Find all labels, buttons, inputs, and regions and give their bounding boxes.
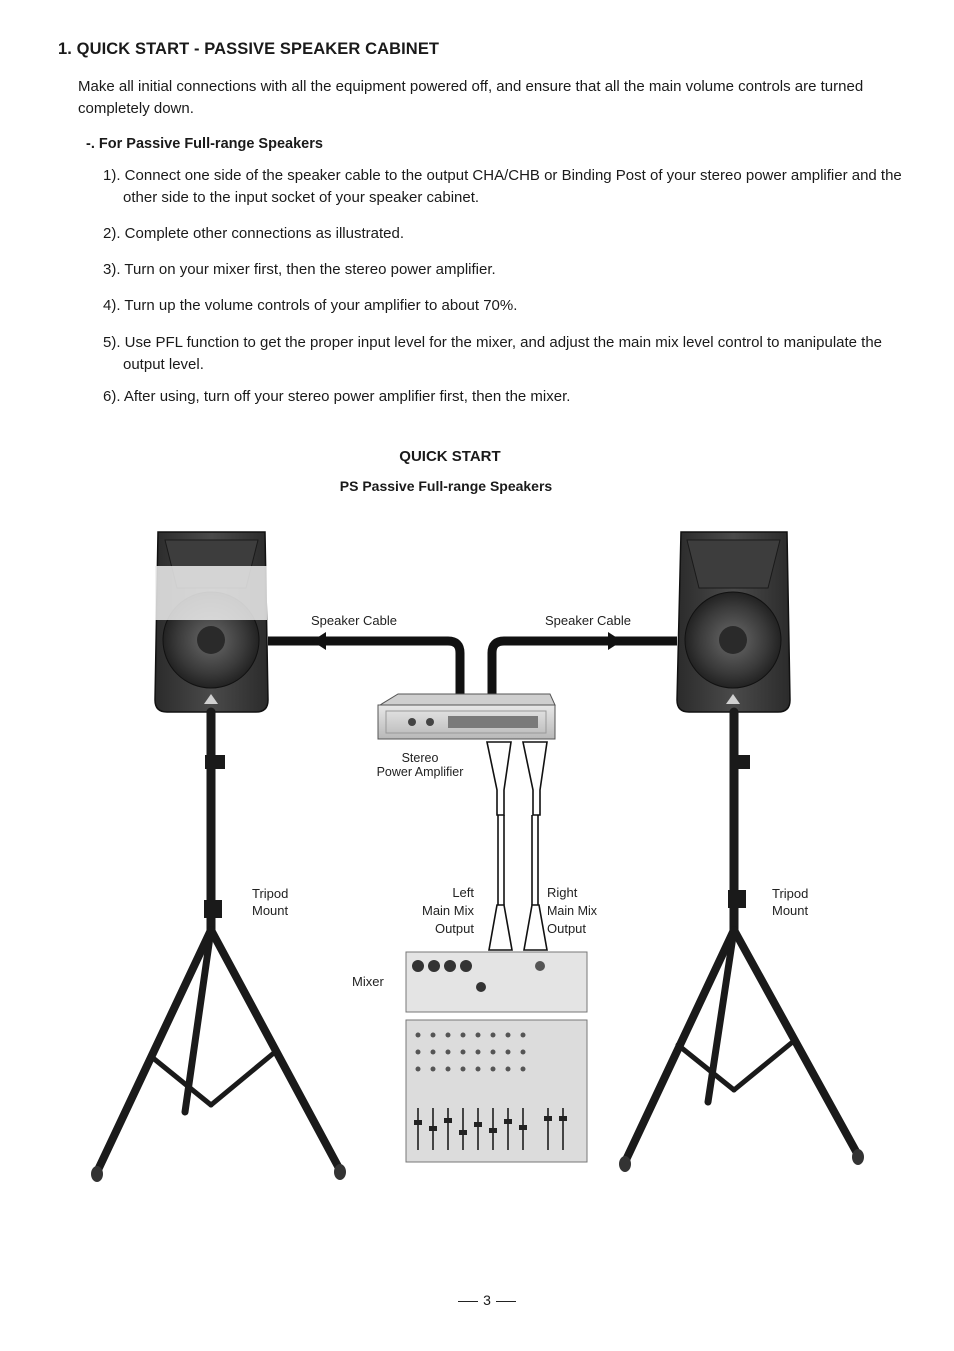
step-6: 6). After using, turn off your stereo power amplifier first, then the mixer.: [103, 388, 571, 405]
speaker-cables: [268, 641, 677, 695]
mixer: [406, 952, 587, 1162]
stereo-power-amplifier: [378, 694, 555, 739]
diagram-subtitle: PS Passive Full-range Speakers: [339, 478, 553, 494]
intro-paragraph: Make all initial connections with all the equipment powered off, and ensure that all the main volume controls are turned completely down.: [78, 78, 864, 117]
main-mix-output-cables: [487, 742, 547, 950]
step-4: 4). Turn up the volume controls of your amplifier to about 70%.: [103, 297, 518, 314]
left-speaker-cabinet: [155, 532, 268, 712]
right-speaker-cabinet: [677, 532, 790, 712]
cable-arrow-right: [608, 632, 622, 650]
speaker-cable-label-left: Speaker Cable: [311, 613, 397, 628]
left-tripod-label: Tripod Mount: [252, 886, 289, 918]
right-main-mix-output-label: Right Main Mix Output: [547, 885, 598, 936]
mixer-label: Mixer: [352, 974, 384, 989]
step-5: 5). Use PFL function to get the proper input level for the mixer, and adjust the main mix level control to manipulate the output level.: [103, 334, 883, 373]
amplifier-label: Stereo Power Amplifier: [376, 751, 464, 779]
right-tripod-stand: [619, 712, 864, 1172]
subheading-passive-speakers: -. For Passive Full-range Speakers: [86, 136, 323, 152]
speaker-cable-label-right: Speaker Cable: [545, 613, 631, 628]
step-1: 1). Connect one side of the speaker cable to the output CHA/CHB or Binding Post of your stereo power amplifier and the other side to the input socket of your speaker cabinet.: [103, 167, 902, 206]
step-3: 3). Turn on your mixer first, then the stereo power amplifier.: [103, 261, 496, 278]
cable-arrow-left: [312, 632, 326, 650]
diagram-title: QUICK START: [399, 448, 501, 465]
left-tripod-stand: [91, 712, 346, 1182]
step-2: 2). Complete other connections as illustrated.: [103, 225, 404, 242]
right-tripod-label: Tripod Mount: [772, 886, 809, 918]
left-main-mix-output-label: Left Main Mix Output: [421, 885, 474, 936]
section-heading: 1. QUICK START - PASSIVE SPEAKER CABINET: [58, 40, 440, 58]
page-number: 3: [452, 1292, 522, 1308]
